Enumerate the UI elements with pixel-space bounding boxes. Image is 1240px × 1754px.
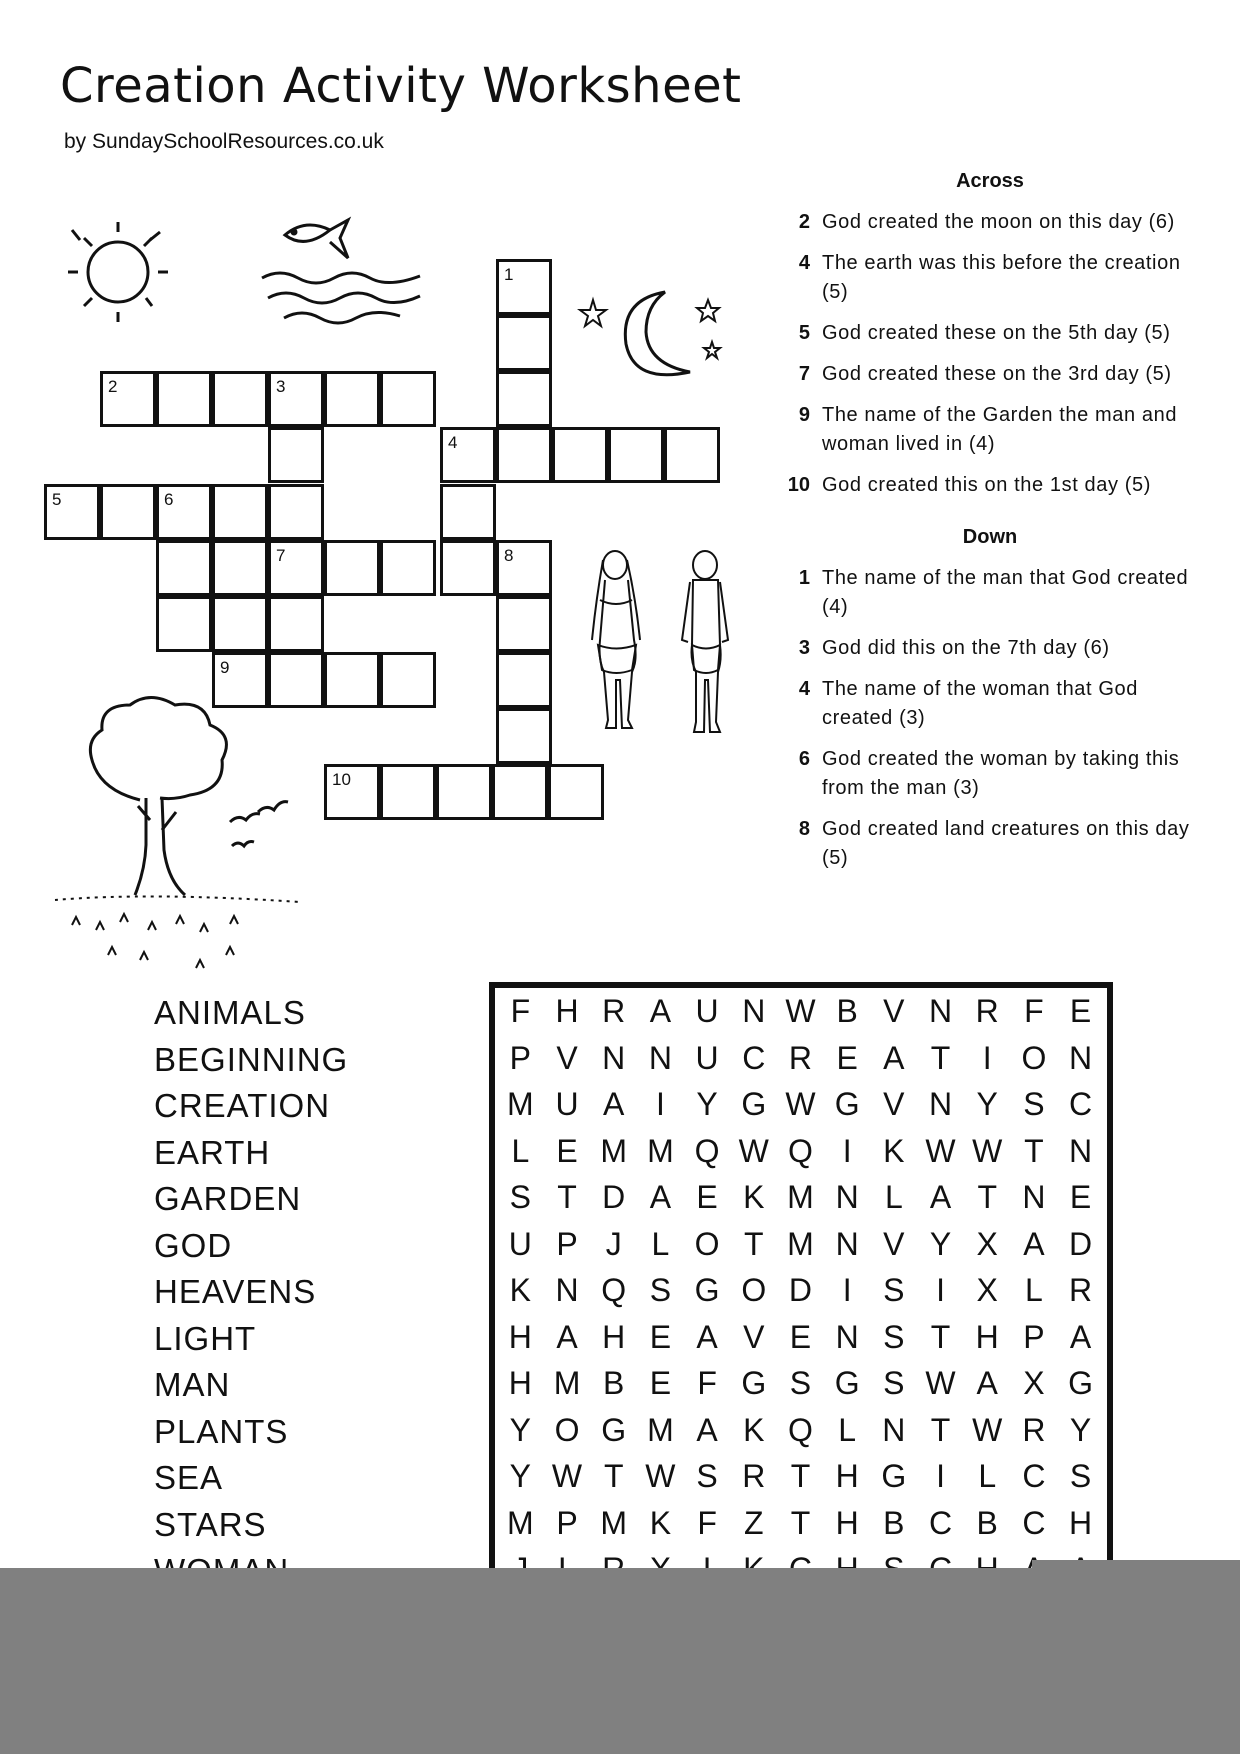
word-search-letter[interactable]: N — [882, 1411, 906, 1448]
word-search-letter[interactable]: F — [697, 1365, 717, 1401]
word-search-letter[interactable]: A — [1069, 1318, 1092, 1355]
word-search-letter[interactable]: W — [972, 1411, 1003, 1448]
crossword-cell[interactable] — [440, 540, 496, 596]
word-search-grid — [489, 982, 1113, 1582]
crossword-cell[interactable] — [324, 652, 380, 708]
word-search-letter[interactable]: I — [982, 1039, 992, 1076]
crossword-cell[interactable] — [664, 427, 720, 483]
word-list-item: HEAVENS — [154, 1273, 317, 1310]
word-list-item: CREATION — [154, 1087, 331, 1124]
crossword-cell[interactable] — [268, 371, 324, 427]
word-search-letter[interactable]: S — [883, 1272, 905, 1308]
word-search-letter[interactable]: N — [928, 1086, 953, 1122]
word-search-letter[interactable]: T — [977, 1179, 997, 1215]
word-search-letter[interactable]: J — [605, 1225, 622, 1262]
crossword-cell[interactable] — [324, 371, 380, 427]
word-search-letter[interactable]: E — [649, 1318, 672, 1355]
word-search-letter[interactable]: T — [930, 1411, 951, 1448]
word-search-letter[interactable]: H — [508, 1365, 532, 1401]
word-search-letter[interactable]: G — [741, 1086, 767, 1122]
word-search-letter[interactable]: W — [738, 1132, 769, 1169]
down-heading: Down — [962, 526, 1018, 548]
word-search-letter[interactable]: E — [1069, 1179, 1092, 1215]
word-search-letter[interactable]: S — [1023, 1086, 1045, 1122]
word-search-letter[interactable]: Y — [696, 1086, 718, 1122]
word-search-letter[interactable]: H — [508, 1318, 532, 1355]
word-search-letter[interactable]: G — [601, 1411, 627, 1448]
word-search-letter[interactable]: W — [785, 1086, 816, 1122]
clue-number: 7 — [276, 546, 286, 565]
word-search-letter[interactable]: S — [883, 1318, 905, 1355]
word-search-letter[interactable]: I — [842, 1132, 852, 1169]
crossword-cell[interactable] — [156, 596, 212, 652]
word-search-letter[interactable]: I — [936, 1272, 945, 1308]
word-search-letter[interactable]: E — [789, 1318, 812, 1355]
clue-item: 9 The name of the Garden the man and woman lived in (4) — [798, 404, 1178, 455]
clue-item: 7 God created these on the 3rd day (5) — [798, 363, 1172, 385]
word-search-letter[interactable]: W — [785, 993, 816, 1029]
crossword-cell[interactable] — [496, 371, 552, 427]
crossword-cell[interactable] — [496, 259, 552, 315]
word-search-letter[interactable]: M — [647, 1411, 674, 1448]
word-search-letter[interactable]: H — [835, 1504, 859, 1541]
word-search-letter[interactable]: K — [883, 1132, 905, 1169]
crossword-cell[interactable] — [324, 540, 380, 596]
crossword-cell[interactable] — [100, 371, 156, 427]
word-search-letter[interactable]: U — [555, 1086, 579, 1122]
word-search-letter[interactable]: K — [743, 1411, 765, 1448]
word-search-letter[interactable]: W — [925, 1132, 956, 1169]
word-search-letter[interactable]: L — [838, 1411, 857, 1448]
word-search-letter[interactable]: N — [1069, 1132, 1093, 1169]
crossword-cell[interactable] — [436, 764, 492, 820]
word-search-letter[interactable]: H — [602, 1318, 626, 1355]
word-search-letter[interactable]: E — [1069, 993, 1092, 1029]
word-search-letter[interactable]: M — [507, 1086, 534, 1122]
word-search-letter[interactable]: N — [742, 993, 766, 1029]
word-search-letter[interactable]: S — [1069, 1458, 1092, 1494]
word-search-letter[interactable]: K — [743, 1179, 765, 1215]
crossword-cell[interactable] — [440, 427, 496, 483]
word-search-letter[interactable]: T — [790, 1504, 811, 1541]
word-search-letter[interactable]: G — [694, 1272, 720, 1308]
word-search-letter[interactable]: Q — [788, 1132, 813, 1169]
word-search-letter[interactable]: E — [836, 1039, 858, 1076]
crossword-cell[interactable] — [608, 427, 664, 483]
word-search-letter[interactable]: L — [978, 1458, 997, 1494]
word-search-letter[interactable]: T — [603, 1458, 624, 1494]
crossword-cell[interactable] — [156, 540, 212, 596]
word-search-letter[interactable]: L — [511, 1132, 530, 1169]
clue-number: 4 — [448, 433, 458, 452]
word-search-letter[interactable]: B — [603, 1365, 625, 1401]
word-search-row — [497, 1360, 1104, 1407]
word-search-letter[interactable]: F — [697, 1504, 717, 1541]
word-search-letter[interactable]: A — [556, 1318, 578, 1355]
fish-icon — [285, 220, 348, 258]
crossword-cell[interactable] — [100, 484, 156, 540]
crossword-cell[interactable] — [440, 484, 496, 540]
word-search-letter[interactable]: Y — [929, 1225, 952, 1262]
word-search-letter[interactable]: B — [836, 993, 858, 1029]
word-search-letter[interactable]: T — [557, 1179, 577, 1215]
word-search-letter[interactable]: O — [694, 1225, 720, 1262]
word-search-row — [497, 1500, 1104, 1547]
word-search-letter[interactable]: D — [1069, 1225, 1093, 1262]
word-search-letter[interactable]: P — [556, 1504, 578, 1541]
word-search-letter[interactable]: X — [976, 1225, 998, 1262]
word-search-letter[interactable]: V — [883, 993, 905, 1029]
word-search-row — [497, 1221, 1104, 1268]
word-search-letter[interactable]: R — [1069, 1272, 1093, 1308]
clue-number: 1 — [504, 265, 514, 284]
crossword-cell[interactable] — [212, 596, 268, 652]
word-search-letter[interactable]: C — [1022, 1458, 1046, 1494]
crossword-cell[interactable] — [44, 484, 100, 540]
word-search-letter[interactable]: G — [1068, 1365, 1094, 1401]
word-search-row — [497, 1314, 1104, 1361]
word-search-letter[interactable]: N — [1022, 1179, 1046, 1215]
word-search-letter[interactable]: W — [551, 1458, 583, 1494]
word-search-letter[interactable]: R — [742, 1458, 766, 1494]
word-search-letter[interactable]: P — [556, 1225, 578, 1262]
word-search-letter[interactable]: M — [787, 1225, 814, 1262]
word-search-letter[interactable]: V — [883, 1086, 905, 1122]
word-search-letter[interactable]: O — [554, 1411, 580, 1448]
word-search-letter[interactable]: X — [1023, 1365, 1045, 1401]
crossword-cell[interactable] — [380, 652, 436, 708]
word-search-letter[interactable]: D — [788, 1272, 813, 1308]
word-search-letter[interactable]: T — [744, 1225, 764, 1262]
clues-panel — [780, 170, 1200, 885]
crossword-cell[interactable] — [496, 652, 552, 708]
word-search-letter[interactable]: A — [649, 1179, 672, 1215]
word-search-letter[interactable]: I — [936, 1458, 945, 1494]
word-search-letter[interactable]: W — [925, 1365, 956, 1401]
word-search-letter[interactable]: P — [509, 1039, 532, 1076]
across-heading: Across — [956, 170, 1024, 192]
moon-icon — [625, 292, 690, 375]
word-search-letter[interactable]: W — [972, 1132, 1003, 1169]
clue-number: 8 — [504, 546, 514, 565]
word-search-letter[interactable]: U — [695, 1039, 719, 1076]
word-search-letter[interactable]: S — [883, 1365, 905, 1401]
word-search-letter[interactable]: M — [507, 1504, 534, 1541]
clue-item: 4 The name of the woman that God created (3) — [798, 678, 1138, 729]
word-search-letter[interactable]: E — [696, 1179, 718, 1215]
word-search-letter[interactable]: T — [930, 1318, 951, 1355]
word-search-letter[interactable]: N — [835, 1179, 859, 1215]
clue-item: 2 God created the moon on this day (6) — [798, 211, 1175, 233]
word-search-letter[interactable]: B — [976, 1504, 998, 1541]
word-search-letter[interactable]: M — [787, 1179, 814, 1215]
grass-icon — [55, 896, 300, 968]
word-search-letter[interactable]: G — [741, 1365, 767, 1401]
overlay-bar — [0, 1568, 1240, 1754]
word-search-letter[interactable]: U — [695, 993, 719, 1029]
word-search-letter[interactable]: C — [1069, 1086, 1093, 1122]
crossword-cell[interactable] — [496, 596, 552, 652]
crossword-cell[interactable] — [496, 708, 552, 764]
crossword-cell[interactable] — [552, 427, 608, 483]
clue-item: 6 God created the woman by taking this from the man (3) — [798, 748, 1180, 799]
crossword-cell[interactable] — [380, 764, 436, 820]
word-search-letter[interactable]: N — [555, 1272, 579, 1308]
word-search-letter[interactable]: N — [835, 1225, 859, 1262]
word-search-letter[interactable]: O — [741, 1272, 767, 1308]
word-search-letter[interactable]: A — [603, 1086, 625, 1122]
birds-icon — [230, 802, 288, 846]
word-search-letter[interactable]: A — [929, 1179, 952, 1215]
word-search-letter[interactable]: L — [651, 1225, 670, 1262]
word-search-letter[interactable]: F — [510, 993, 531, 1029]
word-search-letter[interactable]: G — [881, 1458, 907, 1494]
crossword-cell[interactable] — [380, 540, 436, 596]
word-search-letter[interactable]: X — [976, 1272, 998, 1308]
word-search-letter[interactable]: M — [647, 1132, 674, 1169]
word-search-letter[interactable]: V — [556, 1039, 578, 1076]
word-list — [154, 990, 348, 1595]
word-search-letter[interactable]: N — [928, 993, 953, 1029]
word-search-letter[interactable]: Z — [744, 1504, 764, 1541]
clue-item: 1 The name of the man that God created (4) — [798, 567, 1189, 618]
word-search-letter[interactable]: E — [649, 1365, 672, 1401]
crossword-cell[interactable] — [156, 484, 212, 540]
crossword-cell[interactable] — [268, 484, 324, 540]
word-search-letter[interactable]: T — [1024, 1132, 1044, 1169]
word-search-letter[interactable]: K — [649, 1504, 672, 1541]
word-search-letter[interactable]: T — [930, 1039, 951, 1076]
word-search-letter[interactable]: C — [742, 1039, 766, 1076]
word-search-letter[interactable]: R — [788, 1039, 813, 1076]
clue-item: 8 God created land creatures on this day (5) — [798, 818, 1190, 869]
word-search-letter[interactable]: R — [1022, 1411, 1046, 1448]
tree-icon — [90, 698, 226, 896]
crossword-cell[interactable] — [212, 540, 268, 596]
word-search-letter[interactable]: A — [883, 1039, 905, 1076]
word-search-row — [497, 988, 1104, 1035]
word-search-letter[interactable]: H — [555, 993, 579, 1029]
word-search-letter[interactable]: A — [649, 993, 672, 1029]
word-search-letter[interactable]: H — [835, 1458, 859, 1494]
word-list-item: GOD — [154, 1226, 233, 1264]
clue-number: 6 — [164, 490, 174, 509]
word-search-letter[interactable]: B — [883, 1504, 905, 1541]
crossword-cell[interactable] — [324, 764, 380, 820]
word-search-letter[interactable]: V — [743, 1318, 765, 1355]
crossword-cell[interactable] — [212, 652, 268, 708]
word-search-letter[interactable]: G — [834, 1086, 860, 1122]
word-search-letter[interactable]: Y — [1069, 1411, 1092, 1448]
word-search-letter[interactable]: U — [508, 1225, 532, 1262]
word-search-letter[interactable]: M — [600, 1504, 628, 1541]
word-search-letter[interactable]: O — [1021, 1039, 1047, 1076]
word-list-item: GARDEN — [154, 1180, 302, 1217]
word-search-letter[interactable]: T — [790, 1458, 811, 1494]
word-search-letter[interactable]: C — [928, 1504, 953, 1541]
word-search-row — [497, 1081, 1104, 1128]
word-list-item: PLANTS — [154, 1412, 289, 1450]
word-search-letter[interactable]: C — [1022, 1504, 1046, 1541]
word-search-row — [497, 1267, 1104, 1314]
word-search-letter[interactable]: W — [645, 1458, 676, 1494]
clue-item: 3 God did this on the 7th day (6) — [798, 637, 1110, 659]
word-search-row — [497, 1453, 1104, 1500]
word-list-item: BEGINNING — [154, 1040, 349, 1078]
crossword-cell[interactable] — [156, 371, 212, 427]
word-search-letter[interactable]: Q — [788, 1411, 813, 1448]
word-search-letter[interactable]: A — [696, 1318, 718, 1355]
word-list-item: ANIMALS — [154, 994, 306, 1031]
clue-number: 2 — [108, 377, 118, 396]
word-search-letter[interactable]: M — [553, 1365, 581, 1401]
clue-number: 10 — [332, 770, 351, 789]
clue-item: 4 The earth was this before the creation (5) — [798, 252, 1181, 303]
word-search-letter[interactable]: R — [975, 993, 999, 1029]
word-search-letter[interactable]: D — [602, 1179, 626, 1215]
clue-number: 5 — [52, 490, 62, 509]
crossword-cell[interactable] — [212, 484, 268, 540]
word-search-letter[interactable]: S — [649, 1272, 672, 1308]
word-search-letter[interactable]: Y — [509, 1458, 532, 1494]
word-list-item: MAN — [154, 1366, 231, 1403]
word-search-letter[interactable]: R — [602, 993, 626, 1029]
word-search-letter[interactable]: L — [884, 1179, 903, 1215]
word-list-item: STARS — [154, 1505, 267, 1543]
word-search-row — [497, 1035, 1104, 1082]
crossword-cell[interactable] — [492, 764, 548, 820]
clue-number: 3 — [276, 377, 286, 396]
word-search-letter[interactable]: S — [509, 1179, 532, 1215]
word-search-letter[interactable]: A — [1023, 1225, 1045, 1262]
crossword-cell[interactable] — [496, 315, 552, 371]
word-list-item: SEA — [154, 1459, 224, 1496]
man-figure-icon — [682, 551, 728, 732]
word-search-letter[interactable]: I — [842, 1272, 852, 1308]
waves-icon — [262, 273, 420, 323]
clue-item: 10 God created this on the 1st day (5) — [787, 474, 1151, 496]
word-search-row — [497, 1174, 1104, 1221]
clue-number: 9 — [220, 658, 230, 677]
word-search-letter[interactable]: M — [600, 1132, 628, 1169]
word-list-item: EARTH — [154, 1133, 271, 1171]
word-search-letter[interactable]: P — [1023, 1318, 1045, 1355]
word-search-letter[interactable]: A — [976, 1365, 998, 1401]
word-search-letter[interactable]: F — [1024, 993, 1044, 1029]
sun-icon — [68, 222, 168, 322]
word-search-row — [497, 1128, 1104, 1175]
word-search-letter[interactable]: Y — [509, 1411, 532, 1448]
word-search-letter[interactable]: V — [883, 1225, 905, 1262]
crossword-cell[interactable] — [268, 540, 324, 596]
word-search-row — [497, 1407, 1104, 1454]
word-search-letter[interactable]: N — [835, 1318, 859, 1355]
word-search-letter[interactable]: H — [1069, 1504, 1093, 1541]
word-search-letter[interactable]: A — [696, 1411, 718, 1448]
word-search-letter[interactable]: L — [1025, 1272, 1043, 1308]
word-search-letter[interactable]: K — [509, 1272, 532, 1308]
crossword-cell[interactable] — [380, 371, 436, 427]
word-list-item: LIGHT — [154, 1319, 257, 1357]
byline: by SundaySchoolResources.co.uk — [64, 130, 384, 153]
crossword-cell[interactable] — [268, 596, 324, 652]
word-search-letter[interactable]: Q — [694, 1132, 720, 1169]
crossword-cell[interactable] — [212, 371, 268, 427]
word-search-letter[interactable]: H — [975, 1318, 999, 1355]
clue-item: 5 God created these on the 5th day (5) — [798, 322, 1171, 344]
word-search-letter[interactable]: S — [789, 1365, 812, 1401]
word-search-letter[interactable]: Q — [601, 1272, 627, 1308]
crossword-cell[interactable] — [496, 427, 552, 483]
crossword-cell[interactable] — [496, 540, 552, 596]
word-search-letter[interactable]: N — [648, 1039, 672, 1076]
crossword-cell[interactable] — [268, 652, 324, 708]
word-search-letter[interactable]: G — [834, 1365, 860, 1401]
word-search-letter[interactable]: I — [655, 1086, 665, 1122]
word-search-letter[interactable]: Y — [976, 1086, 998, 1122]
crossword-cell[interactable] — [268, 427, 324, 483]
word-search-letter[interactable]: N — [602, 1039, 626, 1076]
word-search-letter[interactable]: E — [556, 1132, 578, 1169]
word-search-letter[interactable]: S — [696, 1458, 718, 1494]
crossword-cell[interactable] — [548, 764, 604, 820]
page-title: Creation Activity Worksheet — [60, 58, 742, 114]
woman-figure-icon — [592, 551, 640, 728]
word-search-letter[interactable]: N — [1069, 1039, 1093, 1076]
